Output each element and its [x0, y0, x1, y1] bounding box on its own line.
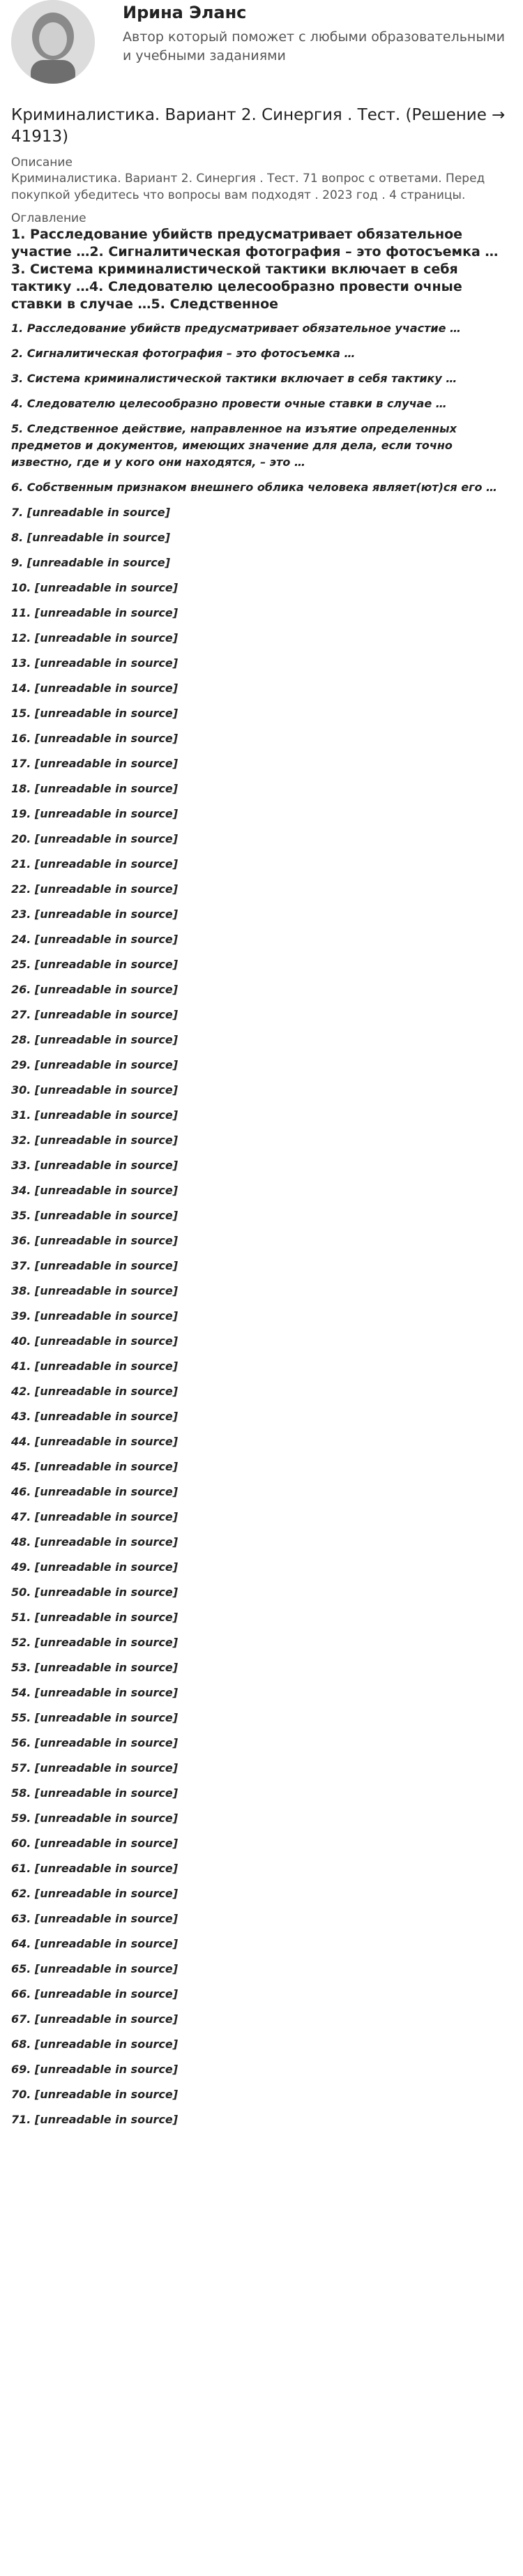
question-text: 69. [unreadable in source]	[11, 2063, 179, 2076]
list-item	[11, 391, 512, 416]
list-item	[11, 525, 512, 550]
question-text: 41. [unreadable in source]	[11, 1359, 179, 1373]
question-text: 15. [unreadable in source]	[11, 707, 179, 720]
list-item	[11, 1304, 512, 1329]
question-text: 33. [unreadable in source]	[11, 1159, 179, 1172]
list-item	[11, 1053, 512, 1078]
question-text: 2. Сигналитическая фотография – это фотосъемка …	[11, 347, 356, 360]
question-text: 52. [unreadable in source]	[11, 1636, 179, 1649]
question-text: 62. [unreadable in source]	[11, 1887, 179, 1900]
question-text: 63. [unreadable in source]	[11, 1912, 179, 1925]
question-text: 64. [unreadable in source]	[11, 1937, 179, 1950]
question-text: 11. [unreadable in source]	[11, 606, 179, 619]
list-item	[11, 1454, 512, 1479]
description-text: Криминалистика. Вариант 2. Синергия . Тест. 71 вопрос с ответами. Перед покупкой убедитесь что вопросы вам подходят . 2023 год . 4 страницы.	[11, 172, 485, 202]
list-item	[11, 2032, 512, 2057]
question-text: 18. [unreadable in source]	[11, 782, 179, 795]
question-text: 50. [unreadable in source]	[11, 1585, 179, 1599]
question-text: 53. [unreadable in source]	[11, 1661, 179, 1674]
list-item	[11, 1731, 512, 1756]
list-item	[11, 801, 512, 827]
list-item	[11, 1379, 512, 1404]
question-text: 35. [unreadable in source]	[11, 1209, 179, 1222]
question-text: 24. [unreadable in source]	[11, 933, 179, 946]
list-item	[11, 1806, 512, 1831]
question-text: 56. [unreadable in source]	[11, 1736, 179, 1749]
list-item	[11, 1831, 512, 1856]
question-text: 21. [unreadable in source]	[11, 857, 179, 871]
question-text: 1. Расследование убийств предусматривает обязательное участие …	[11, 322, 462, 335]
list-item	[11, 575, 512, 601]
list-item	[11, 500, 512, 525]
list-item	[11, 1756, 512, 1781]
list-item	[11, 1906, 512, 1931]
avatar[interactable]	[11, 0, 95, 84]
question-text: 48. [unreadable in source]	[11, 1535, 179, 1549]
question-text: 65. [unreadable in source]	[11, 1962, 179, 1975]
question-text: 58. [unreadable in source]	[11, 1786, 179, 1800]
question-text: 7. [unreadable in source]	[11, 506, 170, 519]
list-item	[11, 1655, 512, 1680]
list-item	[11, 1705, 512, 1731]
list-item	[11, 1429, 512, 1454]
list-item	[11, 550, 512, 575]
question-text: 38. [unreadable in source]	[11, 1284, 179, 1297]
list-item	[11, 1479, 512, 1505]
author-bio: Автор который поможет с любыми образовательными и учебными заданиями	[123, 29, 506, 63]
list-item	[11, 1856, 512, 1881]
question-text: 70. [unreadable in source]	[11, 2088, 179, 2101]
toc-label: Оглавление	[11, 211, 86, 225]
question-text: 9. [unreadable in source]	[11, 556, 170, 569]
question-text: 46. [unreadable in source]	[11, 1485, 179, 1498]
question-text: 32. [unreadable in source]	[11, 1133, 179, 1147]
list-item	[11, 626, 512, 651]
toc-summary: 1. Расследование убийств предусматривает обязательное участие …2. Сигналитическая фотография – это фотосъемка …3. Система криминалистической тактики включает в себя тактику …4. Следователю целесообразно провести очные ставки в случае …5. Следственное	[11, 227, 499, 312]
list-item	[11, 2057, 512, 2082]
question-text: 28. [unreadable in source]	[11, 1033, 179, 1046]
question-text: 49. [unreadable in source]	[11, 1560, 179, 1574]
list-item	[11, 902, 512, 927]
avatar-portrait-icon	[11, 0, 95, 84]
list-item	[11, 1078, 512, 1103]
list-item	[11, 927, 512, 952]
question-text: 26. [unreadable in source]	[11, 983, 179, 996]
description-label: Описание	[11, 156, 73, 170]
list-item	[11, 1605, 512, 1630]
question-text: 37. [unreadable in source]	[11, 1259, 179, 1272]
question-text: 3. Система криминалистической тактики включает в себя тактику …	[11, 372, 457, 385]
list-item	[11, 1881, 512, 1906]
list-item	[11, 1203, 512, 1228]
question-text: 20. [unreadable in source]	[11, 832, 179, 845]
list-item	[11, 1781, 512, 1806]
question-text: 31. [unreadable in source]	[11, 1108, 179, 1122]
list-item	[11, 1982, 512, 2007]
author-block	[11, 0, 512, 105]
question-text: 17. [unreadable in source]	[11, 757, 179, 770]
question-text: 8. [unreadable in source]	[11, 531, 170, 544]
list-item	[11, 701, 512, 726]
list-item	[11, 1178, 512, 1203]
list-item	[11, 601, 512, 626]
list-item	[11, 416, 512, 475]
question-text: 51. [unreadable in source]	[11, 1611, 179, 1624]
question-text: 57. [unreadable in source]	[11, 1761, 179, 1775]
question-text: 4. Следователю целесообразно провести очные ставки в случае …	[11, 397, 447, 410]
list-item	[11, 952, 512, 977]
list-item	[11, 1530, 512, 1555]
list-item	[11, 1253, 512, 1279]
question-text: 27. [unreadable in source]	[11, 1008, 179, 1021]
question-text: 13. [unreadable in source]	[11, 656, 179, 670]
list-item	[11, 751, 512, 776]
question-text: 29. [unreadable in source]	[11, 1058, 179, 1071]
list-item	[11, 676, 512, 701]
question-text: 12. [unreadable in source]	[11, 631, 179, 645]
list-item	[11, 341, 512, 366]
list-item	[11, 1329, 512, 1354]
question-text: 54. [unreadable in source]	[11, 1686, 179, 1699]
question-text: 14. [unreadable in source]	[11, 681, 179, 695]
author-name[interactable]: Ирина Эланс	[123, 3, 247, 22]
list-item	[11, 1354, 512, 1379]
question-text: 60. [unreadable in source]	[11, 1837, 179, 1850]
question-text: 59. [unreadable in source]	[11, 1812, 179, 1825]
list-item	[11, 726, 512, 751]
question-text: 23. [unreadable in source]	[11, 907, 179, 921]
list-item	[11, 1027, 512, 1053]
list-item	[11, 2007, 512, 2032]
list-item	[11, 316, 512, 341]
list-item	[11, 1153, 512, 1178]
list-item	[11, 1555, 512, 1580]
list-item	[11, 977, 512, 1002]
question-text: 67. [unreadable in source]	[11, 2012, 179, 2026]
list-item	[11, 1279, 512, 1304]
question-text: 55. [unreadable in source]	[11, 1711, 179, 1724]
list-item	[11, 1580, 512, 1605]
question-list	[11, 316, 512, 2132]
list-item	[11, 1128, 512, 1153]
page-title: Криминалистика. Вариант 2. Синергия . Тест. (Решение → 41913)	[11, 106, 506, 146]
question-text: 19. [unreadable in source]	[11, 807, 179, 820]
question-text: 39. [unreadable in source]	[11, 1309, 179, 1323]
list-item	[11, 1404, 512, 1429]
question-text: 10. [unreadable in source]	[11, 581, 179, 594]
list-item	[11, 1002, 512, 1027]
list-item	[11, 1505, 512, 1530]
list-item	[11, 852, 512, 877]
list-item	[11, 776, 512, 801]
list-item	[11, 2082, 512, 2107]
list-item	[11, 1228, 512, 1253]
list-item	[11, 1957, 512, 1982]
question-text: 40. [unreadable in source]	[11, 1334, 179, 1348]
question-text: 5. Следственное действие, направленное на изъятие определенных предметов и документов, имеющих значение для дела, если точно известно, где и у кого они находятся, – это …	[11, 422, 457, 469]
question-text: 71. [unreadable in source]	[11, 2113, 179, 2126]
question-text: 47. [unreadable in source]	[11, 1510, 179, 1523]
question-text: 25. [unreadable in source]	[11, 958, 179, 971]
list-item	[11, 1103, 512, 1128]
list-item	[11, 877, 512, 902]
question-text: 61. [unreadable in source]	[11, 1862, 179, 1875]
list-item	[11, 2107, 512, 2132]
list-item	[11, 366, 512, 391]
question-text: 44. [unreadable in source]	[11, 1435, 179, 1448]
list-item	[11, 651, 512, 676]
question-text: 45. [unreadable in source]	[11, 1460, 179, 1473]
question-text: 36. [unreadable in source]	[11, 1234, 179, 1247]
question-text: 43. [unreadable in source]	[11, 1410, 179, 1423]
question-text: 42. [unreadable in source]	[11, 1385, 179, 1398]
question-text: 66. [unreadable in source]	[11, 1987, 179, 2001]
question-text: 34. [unreadable in source]	[11, 1184, 179, 1197]
question-text: 68. [unreadable in source]	[11, 2038, 179, 2051]
question-text: 6. Собственным признаком внешнего облика человека являет(ют)ся его …	[11, 481, 498, 494]
list-item	[11, 827, 512, 852]
list-item	[11, 1931, 512, 1957]
question-text: 16. [unreadable in source]	[11, 732, 179, 745]
question-text: 30. [unreadable in source]	[11, 1083, 179, 1097]
question-text: 22. [unreadable in source]	[11, 882, 179, 896]
list-item	[11, 475, 512, 500]
list-item	[11, 1630, 512, 1655]
list-item	[11, 1680, 512, 1705]
